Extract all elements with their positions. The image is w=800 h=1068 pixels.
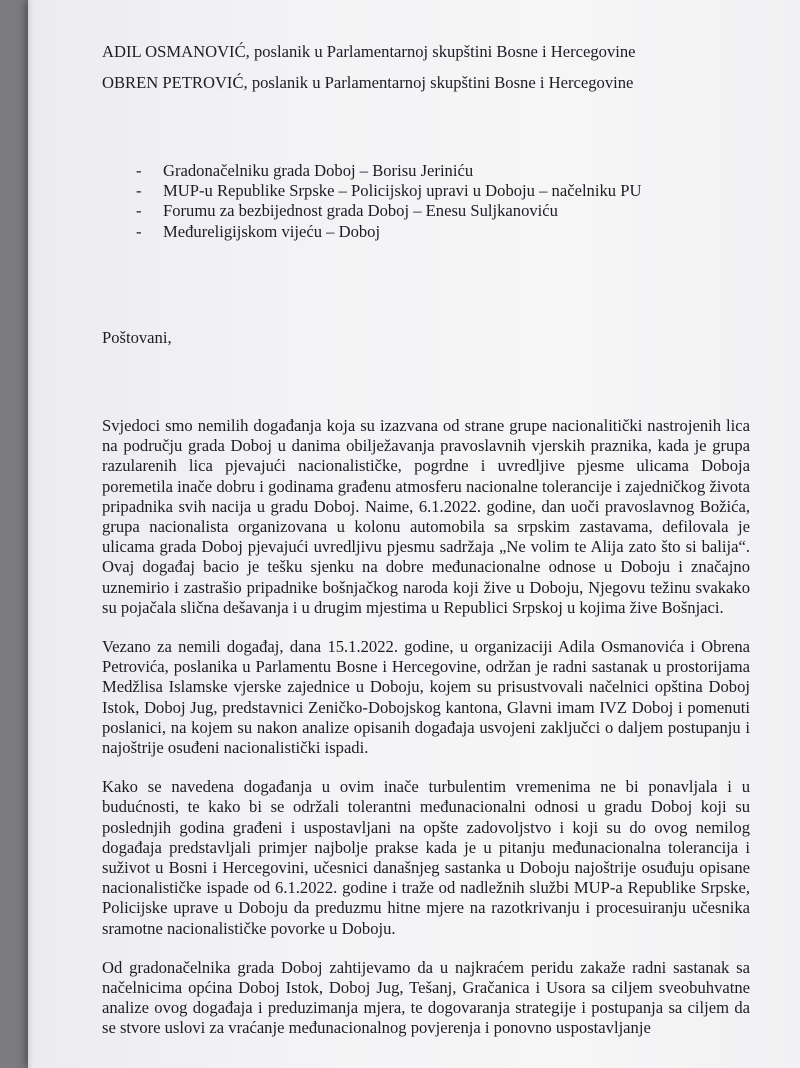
body-paragraph: Vezano za nemili događaj, dana 15.1.2022. godine, u organizaciji Adila Osmanovića i Obrena Petrovića, poslanika u Parlamentu Bosne i Hercegovine, održan je radni sastanak u prostorijama Medžlisa Islamske vjerske zajednice u Doboju, kojem su prisustvovali načelnici opština Doboj Istok, Doboj Jug, predstavnici Zeničko-Dobojskog kantona, Glavni imam IVZ Doboj i pomenuti poslanici, na kojem su nakon analize opisanih događaja usvojeni zaključci o daljem postupanju i najoštrije osuđeni nacionalistički ispadi. (102, 637, 750, 758)
body-paragraph: Kako se navedena događanja u ovim inače turbulentim vremenima ne bi ponavljala i u budućnosti, te kako bi se održali tolerantni međunacionalni odnosi u gradu Doboj koji su poslednjih godina građeni i uspostavljani na opšte zadovoljstvo i koji su do ovog nemilog događaja predstavljali primjer najbolje prakse kada je u pitanju međunacionalna tolerancija i suživot u Bosni i Hercegovini, učesnici današnjeg sastanka u Doboju najoštrije osuđuju opisane nacionalističke ispade od 6.1.2022. godine i traže od nadležnih službi MUP-a Republike Srpske, Policijske uprave u Doboju da preduzmu hitne mjere na razotkrivanju i procesuiranju učesnika sramotne nacionalističke povorke u Doboju. (102, 777, 750, 938)
body-paragraph: Od gradonačelnika grada Doboj zahtijevamo da u najkraćem peridu zakaže radni sastanak sa načelnicima općina Doboj Istok, Doboj Jug, Tešanj, Gračanica i Usora sa ciljem sveobuhvatne analize ovog događaja i preduzimanja mjera, te dogovaranja strategije i postupanja sa ciljem da se stvore uslovi za vraćanje međunacionalnog povjerenja i ponovno uspostavljanje (102, 957, 750, 1038)
document-page (28, 0, 800, 1068)
letter-body (102, 416, 750, 1058)
recipient-item: - Forumu za bezbijednost grada Doboj – Enesu Suljkanoviću (136, 201, 641, 221)
recipient-list (136, 161, 641, 242)
recipient-item: - MUP-u Republike Srpske – Policijskoj upravi u Doboju – načelniku PU (136, 181, 641, 201)
author-line: ADIL OSMANOVIĆ, poslanik u Parlamentarnoj skupštini Bosne i Hercegovine (102, 42, 636, 61)
body-paragraph: Svjedoci smo nemilih događanja koja su izazvana od strane grupe nacionalitički nastrojenih lica na području grada Doboj u danima obilježavanja pravoslavnih vjerskih praznika, kada je grupa razularenih lica pjevajući nacionalističke, pogrdne i uvredljive pjesme ulicama Doboja poremetila inače dobru i godinama građenu atmosferu nacionalne tolerancije i zajedničkog života pripadnika svih nacija u gradu Doboj. Naime, 6.1.2022. godine, dan uoči pravoslavnog Božića, grupa nacionalista organizovana u kolonu automobila sa srpskim zastavama, defilovala je ulicama grada Doboj pjevajući uvredljivu pjesmu sadržaja „Ne volim te Alija zato što si balija“. Ovaj događaj bacio je tešku sjenku na dobre međunacionalne odnose u Doboju i značajno uznemirio i zastrašio pripadnike bošnjačkog naroda koji žive u Doboju, Njegovu težinu svakako su pojačala slična dešavanja i u drugim mjestima u Republici Srpskoj u kojima žive Bošnjaci. (102, 416, 750, 617)
letter-greeting: Poštovani, (102, 328, 172, 347)
recipient-item: - Međureligijskom vijeću – Doboj (136, 222, 641, 242)
letter-authors (102, 42, 742, 104)
recipient-item: - Gradonačelniku grada Doboj – Borisu Jeriniću (136, 161, 641, 181)
author-line: OBREN PETROVIĆ, poslanik u Parlamentarnoj skupštini Bosne i Hercegovine (102, 73, 634, 93)
letter-content (28, 0, 800, 1068)
